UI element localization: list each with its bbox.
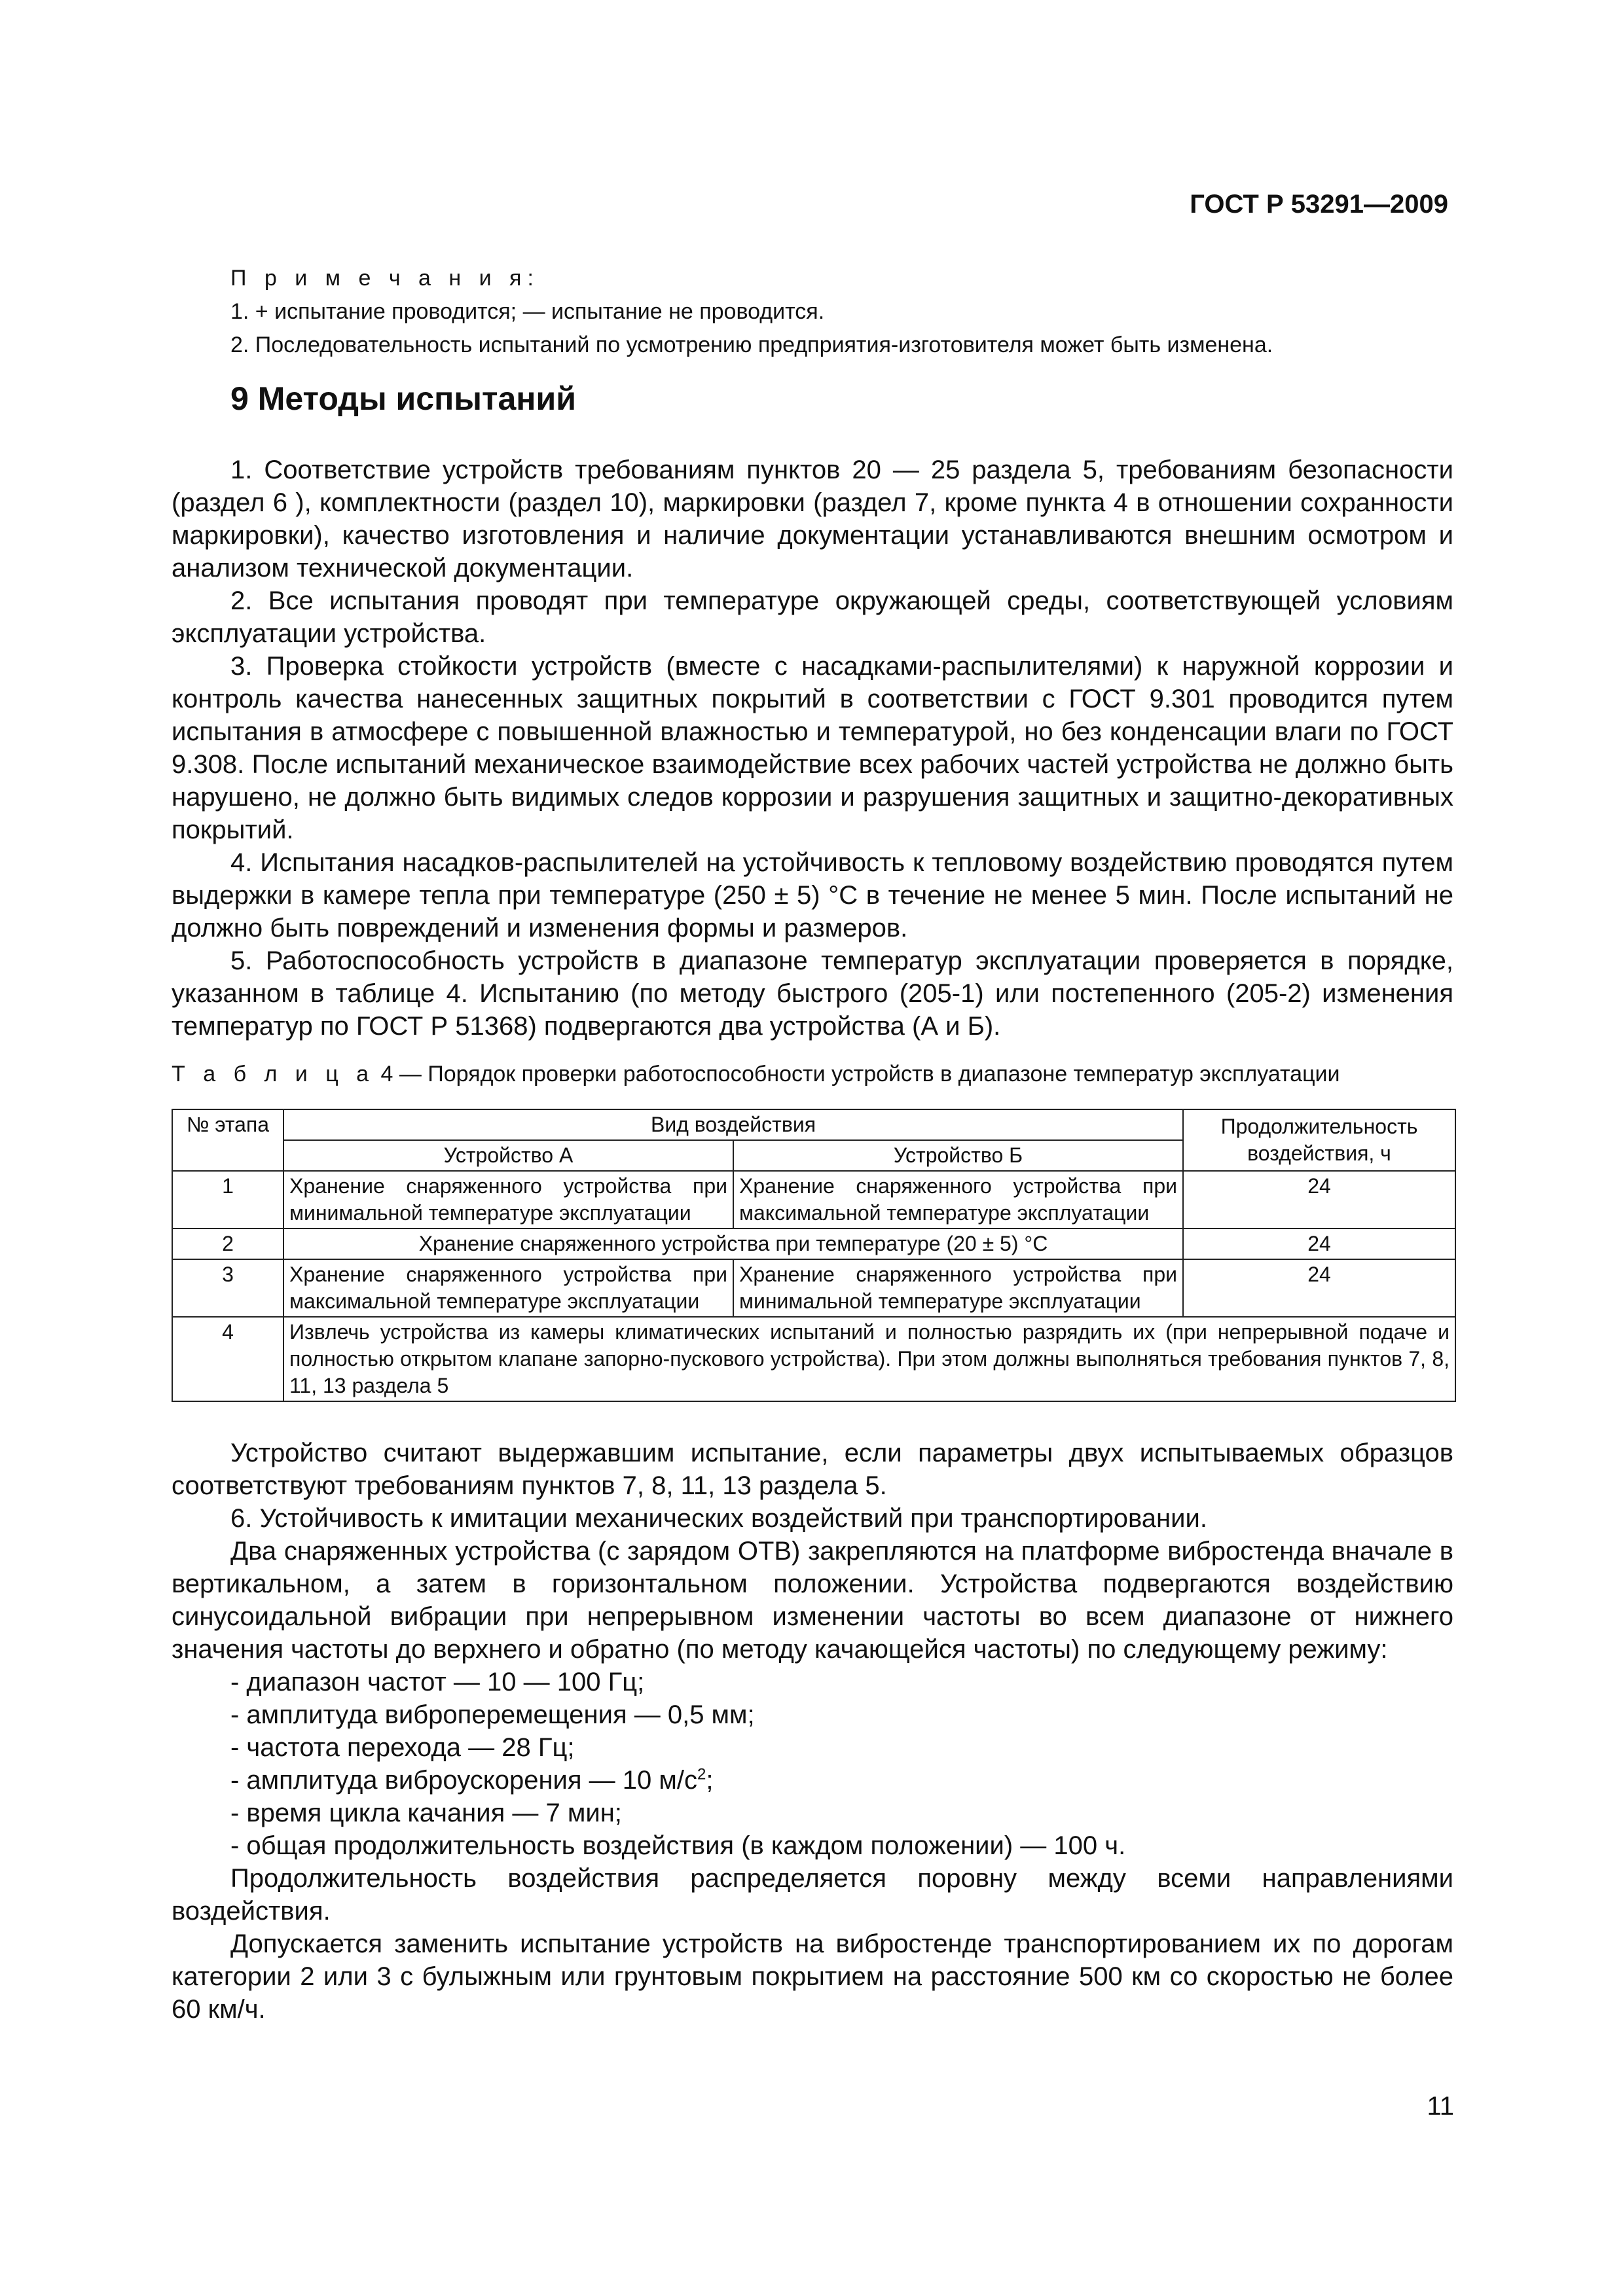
cell-duration: 24 [1183, 1259, 1455, 1317]
header-stage: № этапа [172, 1109, 283, 1171]
paragraph-item-3: 3. Проверка стойкости устройств (вместе с насадками-распылителями) к наружной коррозии и контроль качества нанесенных защитных покрытий в соответствии с ГОСТ 9.301 проводится путем испытания в атмосфере с повышенной влажностью и температурой, но без конденсации влаги по ГОСТ 9.308. После испытаний механическое взаимодействие всех рабочих частей устройства не должно быть нарушено, не должно быть видимых следов коррозии и разрушения защитных и защитно-декоративных покрытий. [172, 652, 1453, 844]
table-caption-text: 4 — Порядок проверки работоспособности устройств в диапазоне температур эксплуатации [374, 1062, 1340, 1086]
table-row [172, 1229, 1455, 1259]
table-row [172, 1317, 1455, 1401]
table-row [172, 1259, 1455, 1317]
document-id-header: ГОСТ Р 53291—2009 [1190, 190, 1448, 219]
table-4 [172, 1109, 1456, 1402]
list-item [172, 1764, 1453, 1797]
section-title: 9 Методы испытаний [230, 380, 576, 417]
cell-device-b: Хранение снаряженного устройства при минимальной температуре эксплуатации [733, 1259, 1183, 1317]
list-item: - частота перехода — 28 Гц; [230, 1733, 575, 1762]
cell-duration: 24 [1183, 1229, 1455, 1259]
cell-device-a: Хранение снаряженного устройства при минимальной температуре эксплуатации [283, 1171, 733, 1229]
cell-device-a: Хранение снаряженного устройства при максимальной температуре эксплуатации [283, 1259, 733, 1317]
table-row [172, 1171, 1455, 1229]
header-device-a: Устройство А [283, 1140, 733, 1171]
cell-stage: 3 [172, 1259, 283, 1317]
paragraph-item-2: 2. Все испытания проводят при температуре окружающей среды, соответствующей условиям эксплуатации устройства. [172, 586, 1453, 648]
header-impact: Вид воздействия [283, 1109, 1183, 1140]
list-item-text: - амплитуда виброускорения — 10 м/с [230, 1766, 697, 1795]
header-device-b: Устройство Б [733, 1140, 1183, 1171]
section-body-top [172, 454, 1453, 1043]
notes-block [230, 262, 1448, 362]
paragraph-conclusion: Устройство считают выдержавшим испытание, если параметры двух испытываемых образцов соответствуют требованиям пунктов 7, 8, 11, 13 раздела 5. [172, 1439, 1453, 1500]
notes-title: П р и м е ч а н и я: [230, 266, 539, 291]
paragraph-distribution: Продолжительность воздействия распределяется поровну между всеми направлениями воздействия. [172, 1864, 1453, 1926]
paragraph-item-6: 6. Устойчивость к имитации механических воздействий при транспортировании. [230, 1504, 1207, 1533]
paragraph-item-1: 1. Соответствие устройств требованиям пунктов 20 — 25 раздела 5, требованиям безопасности (раздел 6 ), комплектности (раздел 10), маркировки (раздел 7, кроме пункта 4 в отношении сохранности маркировки), качество изготовления и наличие документации устанавливаются внешним осмотром и анализом технической документации. [172, 456, 1453, 583]
header-duration: Продолжительность воздействия, ч [1183, 1109, 1455, 1171]
table-caption [172, 1062, 1340, 1087]
table-header-row [172, 1109, 1455, 1140]
table-caption-word: Т а б л и ц а [172, 1062, 375, 1086]
paragraph-vibration: Два снаряженных устройства (с зарядом ОТВ) закрепляются на платформе вибростенда вначале в вертикальном, а затем в горизонтальном положении. Устройства подвергаются воздействию синусоидальной вибрации при непрерывном изменении частоты во всем диапазоне от нижнего значения частоты до верхнего и обратно (по методу качающейся частоты) по следующему режиму: [172, 1537, 1453, 1664]
paragraph-transport: Допускается заменить испытание устройств на вибростенде транспортированием их по дорогам категории 2 или 3 с булыжным или грунтовым покрытием на расстояние 500 км со скоростью не более 60 км/ч. [172, 1929, 1453, 2024]
list-item: - диапазон частот — 10 — 100 Гц; [230, 1668, 645, 1696]
list-item: - общая продолжительность воздействия (в каждом положении) — 100 ч. [230, 1831, 1126, 1860]
note-item-2: 2. Последовательность испытаний по усмотрению предприятия-изготовителя может быть изменена. [230, 332, 1273, 357]
paragraph-item-4: 4. Испытания насадков-распылителей на устойчивость к тепловому воздействию проводятся путем выдержки в камере тепла при температуре (250 ± 5) °С в течение не менее 5 мин. После испытаний не должно быть повреждений и изменения формы и размеров. [172, 848, 1453, 942]
superscript: 2 [697, 1765, 706, 1784]
cell-device-b: Хранение снаряженного устройства при максимальной температуре эксплуатации [733, 1171, 1183, 1229]
cell-stage: 2 [172, 1229, 283, 1259]
note-item-1: 1. + испытание проводится; — испытание не проводится. [230, 299, 825, 324]
list-item-end: ; [706, 1766, 714, 1795]
cell-duration: 24 [1183, 1171, 1455, 1229]
cell-stage: 1 [172, 1171, 283, 1229]
cell-merged: Хранение снаряженного устройства при температуре (20 ± 5) °С [283, 1229, 1183, 1259]
cell-stage: 4 [172, 1317, 283, 1401]
list-item: - амплитуда виброперемещения — 0,5 мм; [230, 1700, 755, 1729]
page-number: 11 [1427, 2092, 1454, 2121]
cell-merged: Извлечь устройства из камеры климатических испытаний и полностью разрядить их (при непрерывной подаче и полностью открытом клапане запорно-пускового устройства). При этом должны выполняться требования пунктов 7, 8, 11, 13 раздела 5 [283, 1317, 1455, 1401]
paragraph-item-5: 5. Работоспособность устройств в диапазоне температур эксплуатации проверяется в порядке, указанном в таблице 4. Испытанию (по методу быстрого (205-1) или постепенного (205-2) изменения температур по ГОСТ Р 51368) подвергаются два устройства (А и Б). [172, 946, 1453, 1041]
list-item: - время цикла качания — 7 мин; [230, 1799, 622, 1827]
section-body-bottom [172, 1437, 1453, 2026]
